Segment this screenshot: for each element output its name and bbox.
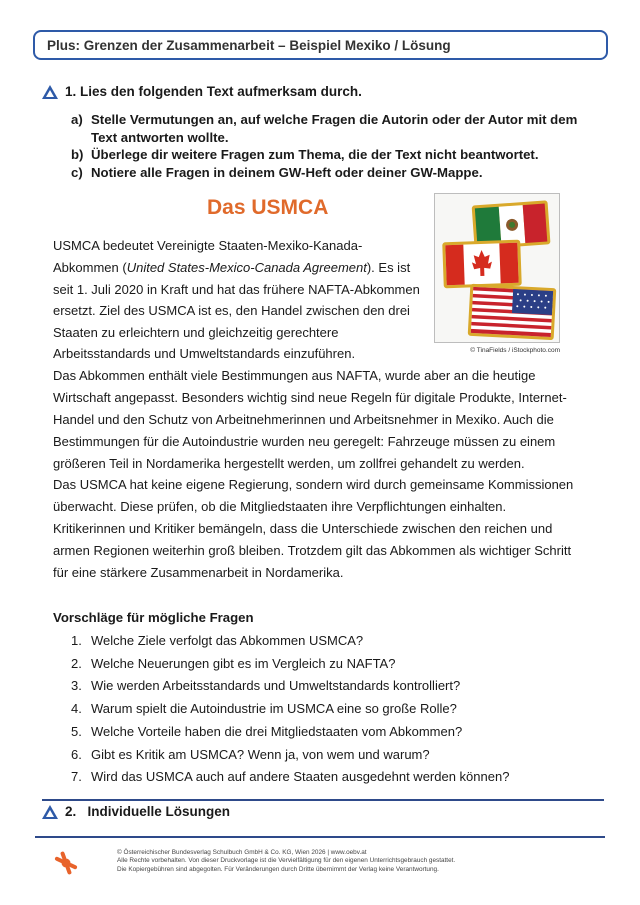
question-item: 1. Welche Ziele verfolgt das Abkommen USMCA? [71,633,364,648]
article-line: größeren Teil in Nordamerika hergestellt werden, um zollfrei gehandelt zu werden. [53,456,525,471]
subtask-c: c) Notiere alle Fragen in deinem GW-Heft oder deiner GW-Mappe. [71,164,483,180]
task-2 [42,804,230,819]
article-line: Arbeitsstandards und Umweltstandards einzuführen. [53,346,356,361]
worksheet-header [33,30,608,60]
article-line: Handel und den Schutz von Arbeitnehmerinnen und Arbeitsnehmer in Mexiko. Auch die [53,412,554,427]
question-item: 2. Welche Neuerungen gibt es im Vergleich zu NAFTA? [71,655,396,671]
subtask-a: a) Stelle Vermutungen an, auf welche Fragen die Autorin oder der Autor mit dem [71,112,578,127]
article-line: Staaten zu erleichtern und gleichzeitig gerechtere [53,325,339,340]
question-item: 7. Wird das USMCA auch auf andere Staaten ausgedehnt werden können? [71,769,510,785]
triangle-icon [42,805,58,819]
article-line: Kritikerinnen und Kritiker bemängeln, dass die Unterschiede zwischen den reichen und [53,521,553,536]
article-line: seit 1. Juli 2020 in Kraft und hat das frühere NAFTA-Abkommen [53,282,420,297]
question-item: 5. Welche Vorteile haben die drei Mitgliedstaaten vom Abkommen? [71,723,463,739]
triangle-icon [42,85,58,99]
footer-divider [35,836,605,838]
article-title: Das USMCA [207,196,329,219]
article-line: Das Abkommen enthält viele Bestimmungen aus NAFTA, wurde aber an die heutige [53,368,536,383]
article-line: armen Regionen weiterhin groß bleiben. Trotzdem gilt das Abkommen als wichtiger Schritt [53,543,572,558]
worksheet-title: Plus: Grenzen der Zusammenarbeit – Beispiel Mexiko / Lösung [47,37,451,53]
subtask-a-continued: Text antworten wollte. [91,129,229,145]
article-line: ersetzt. Ziel des USMCA ist es, den Handel zwischen den drei [53,303,410,318]
task-1-label: 1. Lies den folgenden Text aufmerksam durch. [65,84,362,99]
questions-heading: Vorschläge für mögliche Fragen [53,610,254,625]
task-1 [42,84,362,99]
subtask-b: b) Überlege dir weitere Fragen zum Thema, die der Text nicht beantwortet. [71,147,539,162]
article-line: Bestimmungen für die Autoindustrie wurden neu geregelt: Fahrzeuge müssen zu einem [53,434,556,449]
article-line: Wirtschaft angepasst. Besonders wichtig sind neue Regeln für digitale Produkte, Internet- [53,390,567,405]
article-line: USMCA bedeutet Vereinigte Staaten-Mexiko-Kanada- [53,238,363,253]
question-item: 6. Gibt es Kritik am USMCA? Wenn ja, von wem und warum? [71,746,430,762]
question-item: 3. Wie werden Arbeitsstandards und Umweltstandards kontrolliert? [71,678,461,694]
task-1-subtasks [71,111,591,181]
questions-list [71,630,509,789]
section-divider [42,799,604,801]
flags-image-icon [435,194,560,343]
article-line: überwacht. Diese prüfen, ob die Mitgliedstaaten ihre Verpflichtungen einhalten. [53,499,507,514]
oebv-logo-icon [53,850,79,876]
article-line: Abkommen (United States-Mexico-Canada Agreement). Es ist [53,260,411,275]
flags-photo [434,193,560,343]
task-2-label: 2. Individuelle Lösungen [65,804,231,819]
photo-credit: © TinaFields / iStockphoto.com [470,347,560,354]
footer-copyright: © Österreichischer Bundesverlag Schulbuch GmbH & Co. KG, Wien 2026 | www.oebv.at Alle Rechte vorbehalten. Von dieser Druckvorlage ist die Vervielfältigung für den eigenen Unterrichtsgebrauch gestattet. Die Kopiergebühren sind abgegolten. Für Veränderungen durch Dritte übernimmt der Verlag keine Verantwortung. [117,849,456,873]
article-line: Das USMCA hat keine eigene Regierung, sondern wird durch gemeinsame Kommissionen [53,477,574,492]
article-line: für eine stärkere Zusammenarbeit in Nordamerika. [53,565,344,580]
question-item: 4. Warum spielt die Autoindustrie im USMCA eine so große Rolle? [71,701,457,717]
